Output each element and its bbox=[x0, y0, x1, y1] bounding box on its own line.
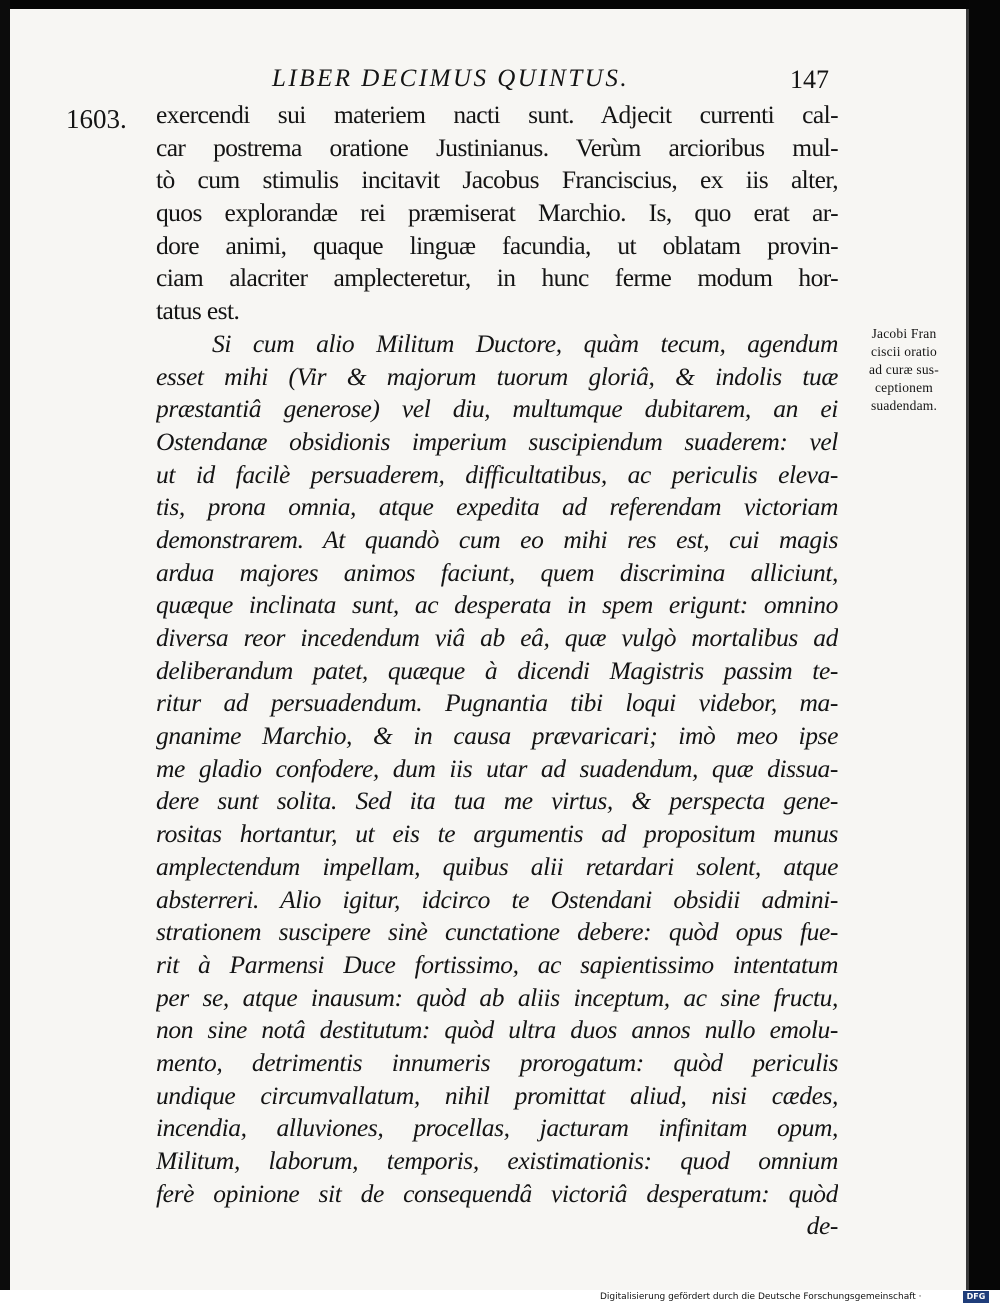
text-line: Militum, laborum, temporis, existimationis: quod omnium bbox=[156, 1146, 838, 1175]
text-line: esset mihi (Vir & majorum tuorum gloriâ, & indolis tuæ bbox=[156, 361, 838, 391]
body-text bbox=[156, 99, 838, 1243]
marginal-note-line: ciscii oratio bbox=[871, 344, 937, 359]
text-line: undique circumvallatum, nihil promittat aliud, nisi cædes, bbox=[156, 1080, 838, 1110]
text-line: tatus est. bbox=[156, 296, 240, 326]
scan-border-top bbox=[0, 0, 1000, 9]
text-line: mento, detrimentis innumeris prorogatum: quòd periculis bbox=[156, 1047, 838, 1077]
marginal-note-line: Jacobi Fran bbox=[871, 326, 937, 341]
scan-border-left bbox=[0, 0, 10, 1290]
dfg-logo: DFG bbox=[963, 1291, 989, 1303]
book-page bbox=[10, 9, 966, 1290]
text-line: ut id facilè persuaderem, difficultatibus, ac periculis eleva- bbox=[156, 459, 838, 489]
text-line: rit à Parmensi Duce fortissimo, ac sapientissimo intentatum bbox=[156, 949, 838, 979]
running-title: LIBER DECIMUS QUINTUS. bbox=[272, 65, 630, 92]
scan-border-right-shadow bbox=[966, 9, 969, 1290]
page-number: 147 bbox=[790, 65, 829, 94]
text-line: diversa reor incedendum viâ ab eâ, quæ vulgò mortalibus ad bbox=[156, 623, 838, 652]
text-line: ardua majores animos faciunt, quem discrimina alliciunt, bbox=[156, 557, 838, 587]
text-line: dere sunt solita. Sed ita tua me virtus, & perspecta gene- bbox=[156, 786, 838, 816]
text-line: strationem suscipere sinè cunctatione debere: quòd opus fue- bbox=[156, 917, 838, 947]
scan-border-right bbox=[969, 0, 1000, 1290]
text-line: car postrema oratione Justinianus. Verùm arcioribus mul- bbox=[156, 132, 838, 162]
text-line: incendia, alluviones, procellas, jacturam infinitam opum, bbox=[156, 1113, 838, 1143]
catchword: de- bbox=[806, 1211, 838, 1241]
text-line: per se, atque inausum: quòd ab aliis inceptum, ac sine fructu, bbox=[156, 982, 838, 1012]
text-line: ferè opinione sit de consequendâ victoriâ desperatum: quòd bbox=[156, 1178, 838, 1208]
marginal-note-line: suadendam. bbox=[870, 398, 938, 413]
running-head bbox=[10, 65, 966, 99]
text-line: ciam alacriter amplecteretur, in hunc ferme modum hor- bbox=[156, 263, 838, 293]
text-line: Ostendanæ obsidionis imperium suscipiendum suaderem: vel bbox=[156, 426, 838, 456]
text-line: exercendi sui materiem nacti sunt. Adjecit currenti cal- bbox=[156, 100, 838, 129]
text-line: tò cum stimulis incitavit Jacobus Franciscius, ex iis alter, bbox=[156, 165, 838, 195]
margin-year: 1603. bbox=[66, 104, 127, 134]
text-line: Si cum alio Militum Ductore, quàm tecum, agendum bbox=[212, 328, 838, 358]
text-line: quæque inclinata sunt, ac desperata in spem erigunt: omnino bbox=[156, 590, 838, 620]
text-line: demonstrarem. At quandò cum eo mihi res est, cui magis bbox=[156, 524, 838, 554]
text-line: gnanime Marchio, & in causa prævaricari; imò meo ipse bbox=[156, 721, 838, 751]
marginal-note-line: ad curæ sus- bbox=[869, 362, 939, 377]
text-line: rositas hortantur, ut eis te argumentis ad propositum munus bbox=[156, 819, 838, 849]
marginal-note bbox=[840, 325, 968, 415]
text-line: ritur ad persuadendum. Pugnantia tibi loqui videbor, ma- bbox=[156, 688, 838, 718]
text-line: me gladio confodere, dum iis utar ad suadendum, quæ dissua- bbox=[156, 753, 838, 783]
text-line: deliberandum patet, quæque à dicendi Magistris passim te- bbox=[156, 655, 838, 685]
text-line: non sine notâ destitutum: quòd ultra duos annos nullo emolu- bbox=[156, 1015, 838, 1045]
text-line: quos explorandæ rei præmiserat Marchio. Is, quo erat ar- bbox=[156, 198, 838, 228]
text-line: dore animi, quaque linguæ facundia, ut oblatam provin- bbox=[156, 230, 838, 260]
digitization-credit: Digitalisierung gefördert durch die Deutsche Forschungsgemeinschaft · bbox=[600, 1292, 922, 1302]
marginal-note-line: ceptionem bbox=[874, 380, 934, 395]
text-line: tis, prona omnia, atque expedita ad referendam victoriam bbox=[156, 492, 838, 522]
text-line: amplectendum impellam, quibus alii retardari solent, atque bbox=[156, 851, 838, 881]
text-line: absterreri. Alio igitur, idcirco te Ostendani obsidii admini- bbox=[156, 884, 838, 914]
text-line: præstantiâ generose) vel diu, multumque dubitarem, an ei bbox=[156, 394, 838, 424]
